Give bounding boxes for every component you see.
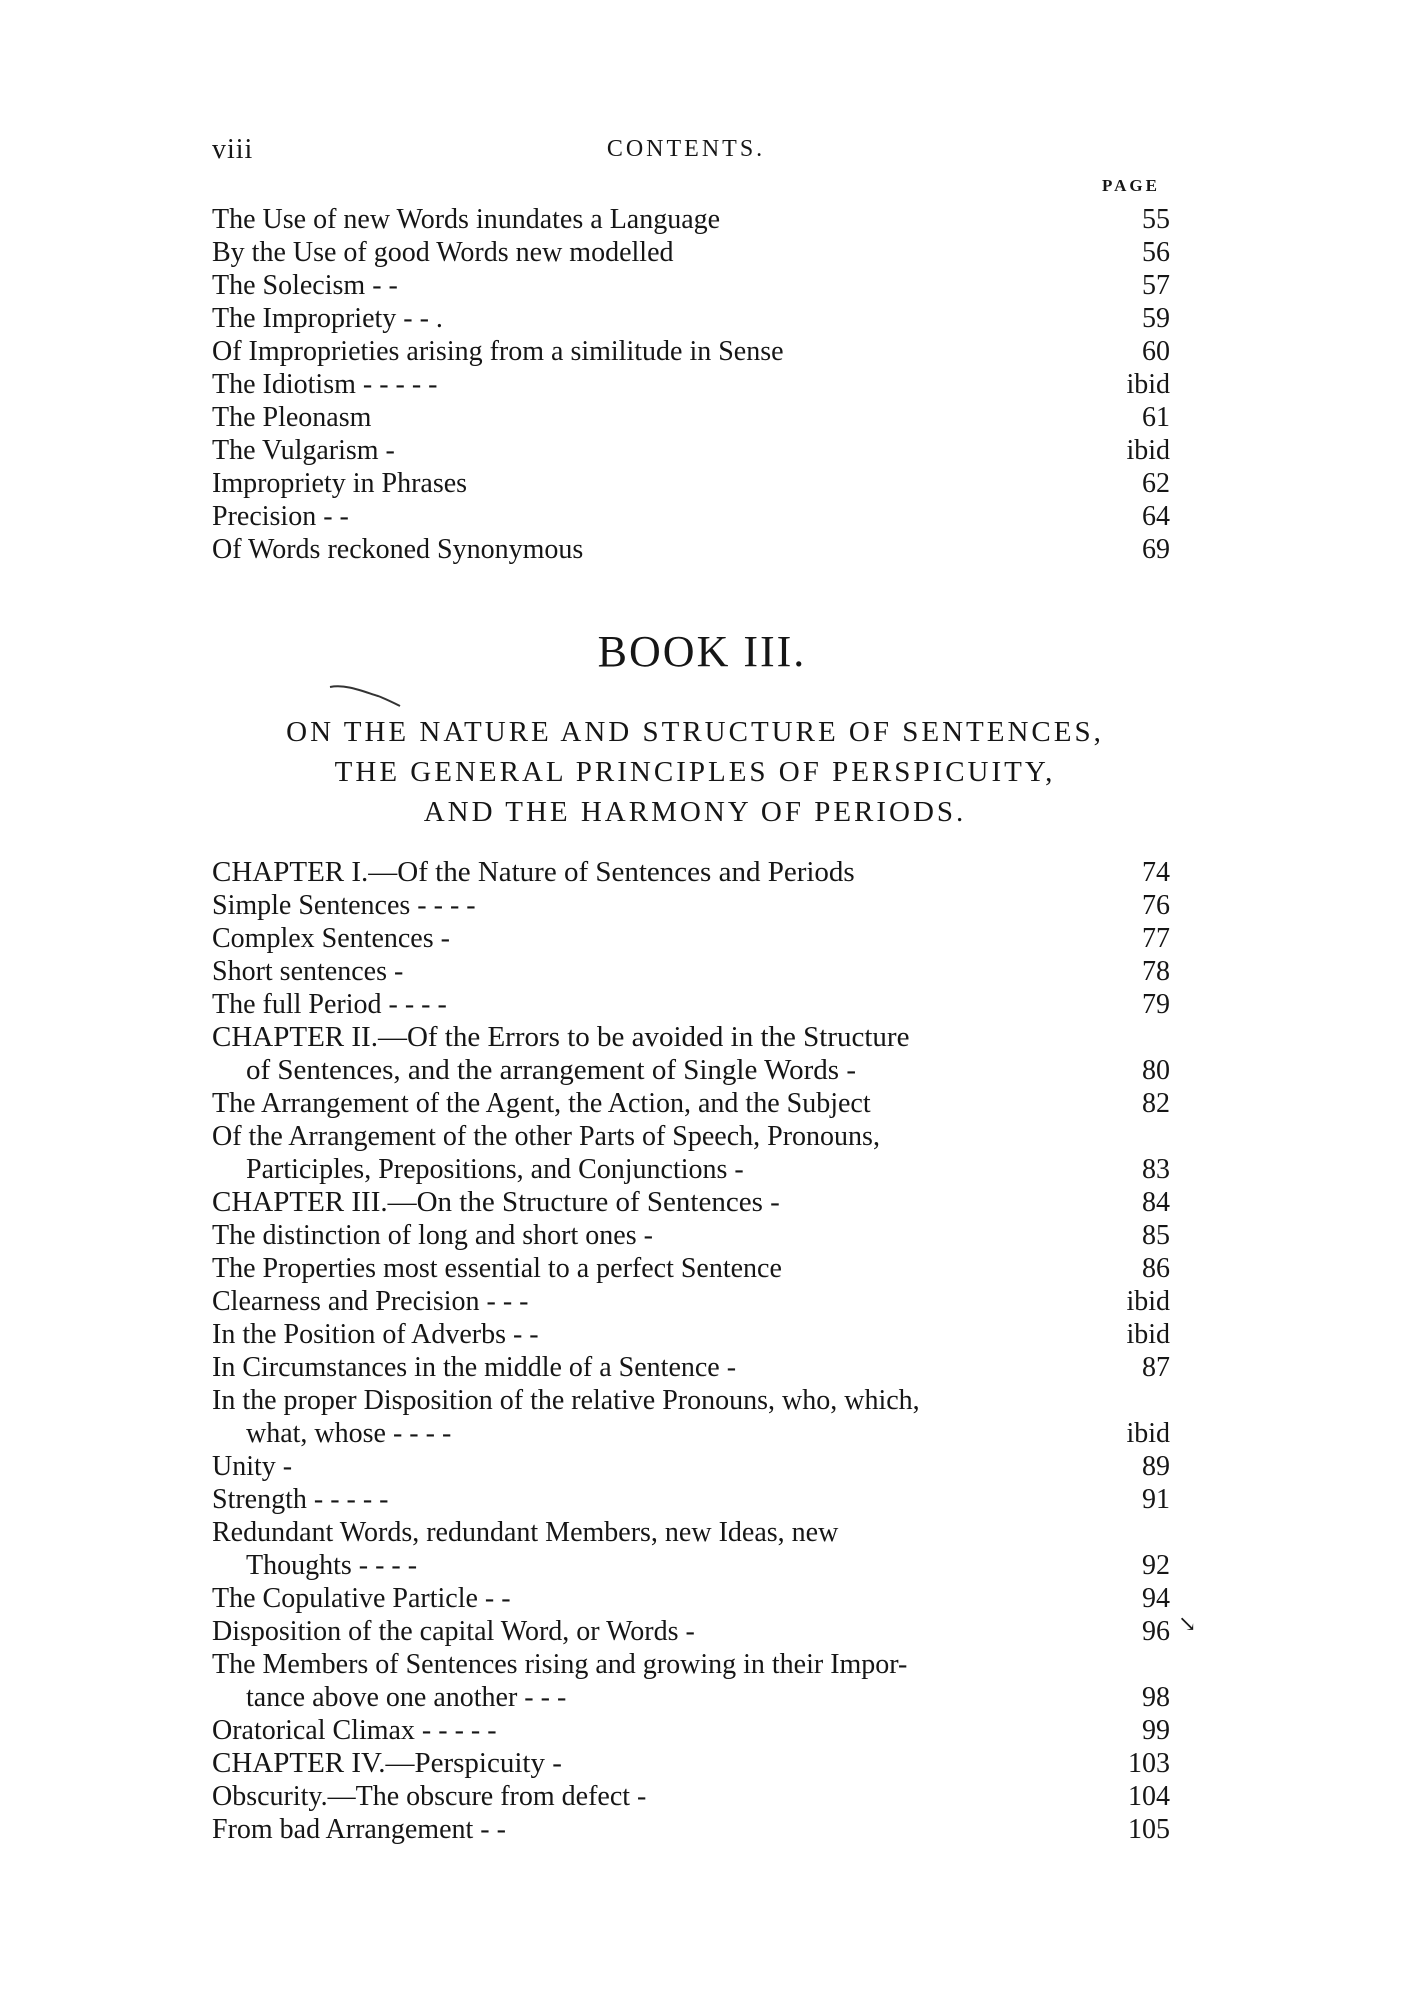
toc-entry (212, 1813, 1170, 1846)
toc-entry (212, 1318, 1170, 1351)
toc-page-number: 62 (1142, 468, 1170, 499)
toc-page-number: 57 (1142, 270, 1170, 301)
toc-entry (212, 889, 1170, 922)
toc-page-number: ibid (1126, 1286, 1170, 1317)
toc-entry-label (212, 1780, 1170, 1813)
toc-entry-label (212, 467, 1170, 500)
toc-entry (212, 203, 1170, 236)
toc-entry-label (212, 533, 1170, 566)
toc-entry (212, 988, 1170, 1021)
toc-page-number: 61 (1142, 402, 1170, 433)
toc-entry-text: Impropriety in Phrases (212, 468, 468, 499)
toc-entry-text: The Members of Sentences rising and growing in their Impor- (212, 1649, 908, 1680)
toc-entry (212, 1780, 1170, 1813)
toc-entry-text: Disposition of the capital Word, or Words - (212, 1616, 695, 1647)
toc-entry-text: Of Improprieties arising from a similitude in Sense (212, 336, 784, 367)
toc-entry (212, 1516, 1170, 1582)
toc-entry-text: In the Position of Adverbs - - (212, 1319, 539, 1350)
toc-page-number: 77 (1142, 923, 1170, 954)
toc-entry-text: The Copulative Particle - - (212, 1583, 511, 1614)
toc-entry (212, 1120, 1170, 1186)
toc-page-number: ibid (1126, 1418, 1170, 1449)
toc-entry-label (212, 1285, 1170, 1318)
toc-entry (212, 401, 1170, 434)
toc-book-2-continued (212, 203, 1170, 566)
toc-entry-text: By the Use of good Words new modelled (212, 237, 674, 268)
toc-entry-label (212, 1582, 1170, 1615)
toc-page-number: 98 (1142, 1682, 1170, 1713)
toc-entry-label (212, 302, 1170, 335)
toc-page-number: 78 (1142, 956, 1170, 987)
toc-entry-text: Of Words reckoned Synonymous (212, 534, 584, 565)
toc-entry-label (212, 335, 1170, 368)
toc-entry (212, 1648, 1170, 1714)
subtitle-line: ON THE NATURE AND STRUCTURE OF SENTENCES, (286, 716, 1104, 748)
toc-entry (212, 1714, 1170, 1747)
toc-entry-text: Obscurity.—The obscure from defect - (212, 1781, 647, 1812)
toc-entry-label (212, 1120, 1170, 1186)
toc-entry (212, 1087, 1170, 1120)
toc-entry-label (212, 1219, 1170, 1252)
toc-entry-continuation: Thoughts - - - - (246, 1550, 418, 1581)
toc-entry (212, 1351, 1170, 1384)
toc-entry-text: The full Period - - - - (212, 989, 447, 1020)
toc-entry (212, 434, 1170, 467)
toc-page-number: 74 (1142, 857, 1170, 888)
toc-entry-label (212, 889, 1170, 922)
toc-entry-continuation: tance above one another - - - (246, 1682, 567, 1713)
toc-entry-label (212, 1714, 1170, 1747)
toc-entry (212, 1582, 1170, 1615)
toc-entry (212, 1450, 1170, 1483)
toc-entry-text: The distinction of long and short ones - (212, 1220, 653, 1251)
toc-entry-text: The Pleonasm (212, 402, 372, 433)
toc-chapter-entry (212, 1021, 1170, 1087)
toc-entry-label (212, 1021, 1170, 1087)
toc-entry (212, 500, 1170, 533)
toc-chapter-entry (212, 1186, 1170, 1219)
toc-page-number: 83 (1142, 1154, 1170, 1185)
subtitle-line: THE GENERAL PRINCIPLES OF PERSPICUITY, (334, 756, 1056, 788)
toc-page-number: 79 (1142, 989, 1170, 1020)
toc-entry-text: Unity - (212, 1451, 293, 1482)
toc-entry-label (212, 1648, 1170, 1714)
toc-entry (212, 236, 1170, 269)
toc-entry-label (212, 988, 1170, 1021)
toc-entry-text: Simple Sentences - - - - (212, 890, 476, 921)
toc-page-number: 84 (1142, 1187, 1170, 1218)
toc-entry-label (212, 1450, 1170, 1483)
toc-entry-text: The Properties most essential to a perfect Sentence (212, 1253, 782, 1284)
subtitle-line: AND THE HARMONY OF PERIODS. (423, 796, 967, 828)
toc-page-number: 99 (1142, 1715, 1170, 1746)
toc-entry-label (212, 368, 1170, 401)
toc-entry-text: Clearness and Precision - - - (212, 1286, 529, 1317)
toc-entry-label (212, 1318, 1170, 1351)
toc-page-number: ibid (1126, 435, 1170, 466)
toc-entry-text: From bad Arrangement - - (212, 1814, 506, 1845)
toc-entry-label (212, 1384, 1170, 1450)
toc-entry-label (212, 922, 1170, 955)
toc-chapter-entry (212, 856, 1170, 889)
toc-entry-text: CHAPTER III.—On the Structure of Sentences - (212, 1186, 780, 1218)
toc-entry (212, 1285, 1170, 1318)
book-subtitle (200, 712, 1190, 832)
toc-page-number: 96 (1142, 1616, 1170, 1647)
toc-entry-text: Redundant Words, redundant Members, new Ideas, new (212, 1517, 839, 1548)
toc-chapter-entry (212, 1747, 1170, 1780)
toc-entry (212, 533, 1170, 566)
toc-entry (212, 1384, 1170, 1450)
toc-page-number: 103 (1128, 1748, 1170, 1779)
page-column-label: PAGE (1102, 176, 1160, 195)
toc-entry-text: The Use of new Words inundates a Language (212, 204, 721, 235)
toc-page-number: 76 (1142, 890, 1170, 921)
toc-entry (212, 1615, 1170, 1648)
toc-entry-label (212, 500, 1170, 533)
toc-entry-text: The Idiotism - - - - - (212, 369, 438, 400)
toc-entry-continuation: what, whose - - - - (246, 1418, 452, 1449)
running-title: CONTENTS. (606, 136, 766, 162)
toc-entry-text: In Circumstances in the middle of a Sentence - (212, 1352, 737, 1383)
toc-entry-text: The Arrangement of the Agent, the Action, and the Subject (212, 1088, 871, 1119)
toc-page-number: 56 (1142, 237, 1170, 268)
toc-entry-label (212, 856, 1170, 889)
toc-entry-text: Of the Arrangement of the other Parts of Speech, Pronouns, (212, 1121, 880, 1152)
toc-entry-label (212, 203, 1170, 236)
toc-entry-text: CHAPTER IV.—Perspicuity - (212, 1747, 562, 1779)
toc-entry-label (212, 1087, 1170, 1120)
toc-entry (212, 302, 1170, 335)
toc-entry (212, 269, 1170, 302)
toc-page-number: 91 (1142, 1484, 1170, 1515)
toc-entry-continuation: Participles, Prepositions, and Conjunctions - (246, 1154, 744, 1185)
toc-entry-label (212, 269, 1170, 302)
book-title: BOOK III. (597, 627, 807, 676)
toc-entry-label (212, 1252, 1170, 1285)
toc-entry-label (212, 1813, 1170, 1846)
toc-page-number: 80 (1142, 1055, 1170, 1086)
toc-entry (212, 1483, 1170, 1516)
toc-entry-label (212, 434, 1170, 467)
toc-entry-label (212, 236, 1170, 269)
toc-entry-label (212, 955, 1170, 988)
toc-entry-text: Short sentences - (212, 956, 404, 987)
toc-entry (212, 1219, 1170, 1252)
toc-entry-text: Complex Sentences - (212, 923, 450, 954)
toc-page-number: 64 (1142, 501, 1170, 532)
toc-entry-label (212, 1483, 1170, 1516)
toc-page-number: 60 (1142, 336, 1170, 367)
toc-page-number: 55 (1142, 204, 1170, 235)
toc-entry-text: Precision - - (212, 501, 349, 532)
toc-page-number: 69 (1142, 534, 1170, 565)
toc-entry-text: CHAPTER II.—Of the Errors to be avoided in the Structure (212, 1021, 910, 1053)
toc-entry (212, 368, 1170, 401)
toc-page-number: 89 (1142, 1451, 1170, 1482)
toc-page-number: 92 (1142, 1550, 1170, 1581)
toc-entry-label (212, 1615, 1170, 1648)
toc-page-number: 104 (1128, 1781, 1170, 1812)
toc-page-number: 87 (1142, 1352, 1170, 1383)
toc-entry (212, 467, 1170, 500)
toc-entry-text: Oratorical Climax - - - - - (212, 1715, 497, 1746)
toc-entry-text: In the proper Disposition of the relative Pronouns, who, which, (212, 1385, 920, 1416)
toc-page-number: 59 (1142, 303, 1170, 334)
page-folio: viii (212, 134, 254, 165)
toc-entry-text: Strength - - - - - (212, 1484, 389, 1515)
toc-entry-label (212, 1747, 1170, 1780)
running-head (212, 134, 1160, 170)
toc-entry-label (212, 1186, 1170, 1219)
toc-page-number: 94 (1142, 1583, 1170, 1614)
toc-entry-label (212, 1516, 1170, 1582)
toc-entry-text: The Vulgarism - (212, 435, 395, 466)
toc-page-number: ibid (1126, 369, 1170, 400)
toc-entry-text: The Solecism - - (212, 270, 398, 301)
margin-mark-icon: ↘ (1178, 1611, 1197, 1636)
toc-entry-continuation: of Sentences, and the arrangement of Single Words - (246, 1054, 856, 1086)
toc-entry-label (212, 1351, 1170, 1384)
toc-page-number: 105 (1128, 1814, 1170, 1845)
toc-book-3 (212, 856, 1170, 1846)
toc-entry-label (212, 401, 1170, 434)
toc-page-number: ibid (1126, 1319, 1170, 1350)
toc-entry (212, 1252, 1170, 1285)
toc-page-number: 86 (1142, 1253, 1170, 1284)
toc-entry-text: CHAPTER I.—Of the Nature of Sentences and Periods (212, 856, 855, 888)
toc-page-number: 85 (1142, 1220, 1170, 1251)
toc-entry (212, 955, 1170, 988)
toc-entry (212, 922, 1170, 955)
toc-entry-text: The Impropriety - - . (212, 303, 443, 334)
toc-entry (212, 335, 1170, 368)
tilde-ornament-icon (328, 682, 408, 708)
toc-page-number: 82 (1142, 1088, 1170, 1119)
